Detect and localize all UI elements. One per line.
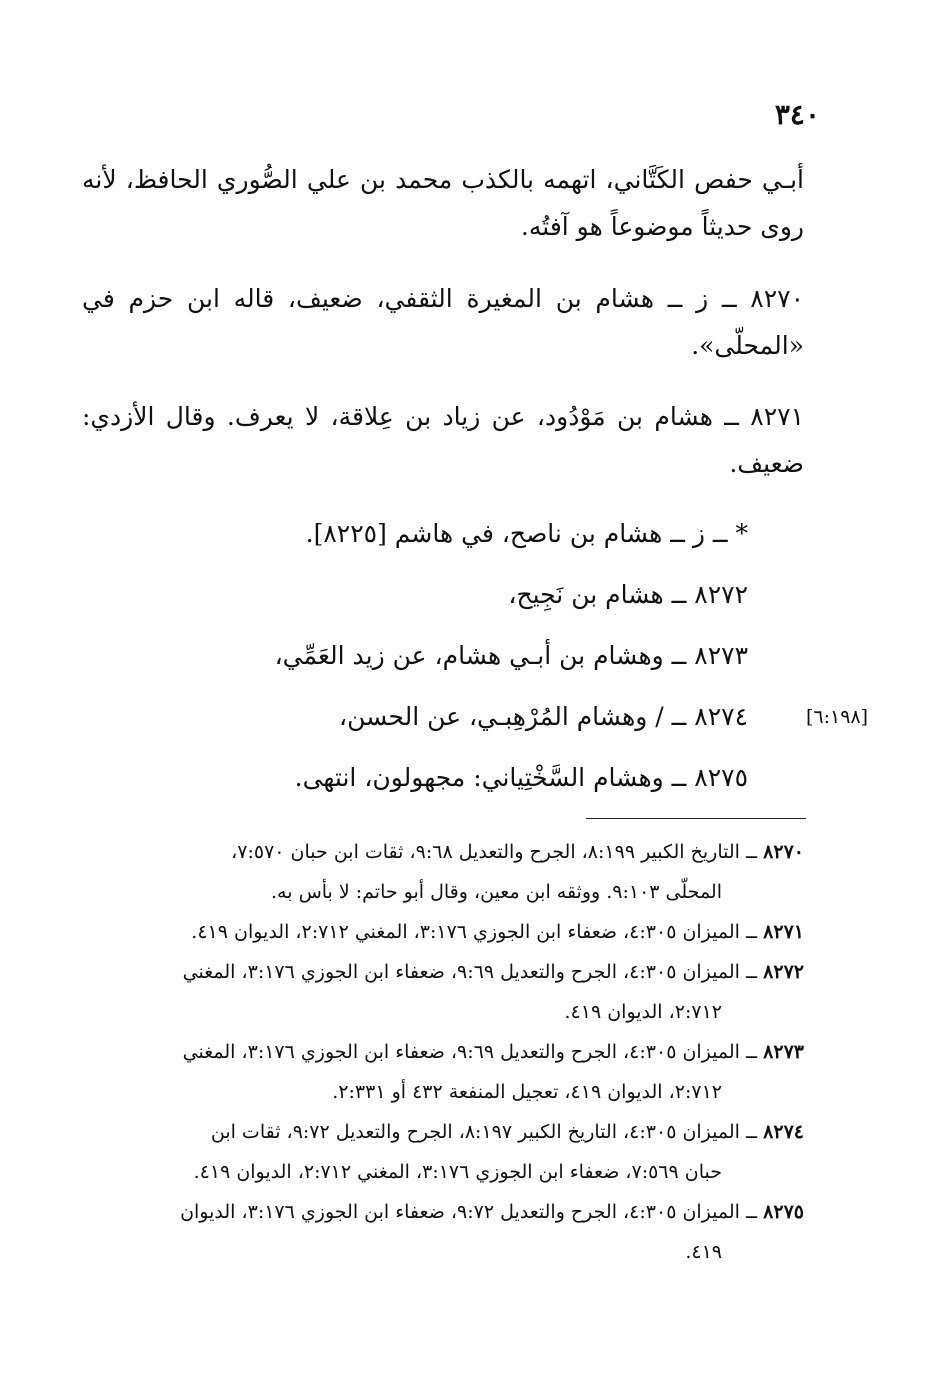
footnote-number: ٨٢٧٠ xyxy=(763,841,804,863)
footnote-continuation: ٢:٧١٢، الديوان ٤١٩، تعجيل المنفعة ٤٣٢ أو ٢:٣٣١. xyxy=(332,1081,722,1103)
entry-8275: ٨٢٧٥ ــ وهشام السَّخْتِياني: مجهولون، انتهى. xyxy=(294,763,748,792)
page-number: ٣٤٠ xyxy=(774,98,820,131)
entry-8272: ٨٢٧٢ ــ هشام بن نَجِيح، xyxy=(508,580,748,609)
footnote-8275 xyxy=(82,1192,804,1272)
footnotes xyxy=(82,832,804,1272)
footnote-number: ٨٢٧٣ xyxy=(763,1041,804,1063)
footnote-text: ــ الميزان ٤:٣٠٥، ضعفاء ابن الجوزي ٣:١٧٦، المغني ٢:٧١٢، الديوان ٤١٩. xyxy=(191,921,758,943)
footnote-number: ٨٢٧٢ xyxy=(763,961,804,983)
footnote-8272 xyxy=(82,952,804,1032)
entry-8270: ٨٢٧٠ ــ ز ــ هشام بن المغيرة الثقفي، ضعيف، قاله ابن حزم في «المحلّى». xyxy=(82,284,804,360)
footnote-text: ــ التاريخ الكبير ٨:١٩٩، الجرح والتعديل ٩:٦٨، ثقات ابن حبان ٧:٥٧٠، xyxy=(231,841,758,863)
footnote-8274 xyxy=(82,1112,804,1192)
footnote-text: ــ الميزان ٤:٣٠٥، التاريخ الكبير ٨:١٩٧، الجرح والتعديل ٩:٧٢، ثقات ابن xyxy=(210,1121,758,1143)
footnote-number: ٨٢٧١ xyxy=(763,921,804,943)
footnote-number: ٨٢٧٥ xyxy=(763,1201,804,1223)
footnote-text: ــ الميزان ٤:٣٠٥، الجرح والتعديل ٩:٦٩، ضعفاء ابن الجوزي ٣:١٧٦، المغني xyxy=(182,961,758,983)
footnote-8270 xyxy=(82,832,804,912)
footnote-number: ٨٢٧٤ xyxy=(763,1121,804,1143)
entry-8273: ٨٢٧٣ ــ وهشام بن أبـي هشام، عن زيد العَمِّي، xyxy=(274,641,748,670)
footnote-continuation: حبان ٧:٥٦٩، ضعفاء ابن الجوزي ٣:١٧٦، المغني ٢:٧١٢، الديوان ٤١٩. xyxy=(193,1161,722,1183)
footnote-continuation: ٤١٩. xyxy=(685,1241,722,1263)
footnote-8273 xyxy=(82,1032,804,1112)
entry-8274: ٨٢٧٤ ــ / وهشام المُرْهِبـي، عن الحسن، xyxy=(339,702,748,731)
footnote-divider xyxy=(586,818,806,819)
footnote-continuation: المحلّى ٩:١٠٣. ووثقه ابن معين، وقال أبو حاتم: لا بأس به. xyxy=(271,881,722,903)
footnote-text: ــ الميزان ٤:٣٠٥، الجرح والتعديل ٩:٦٩، ضعفاء ابن الجوزي ٣:١٧٦، المغني xyxy=(182,1041,758,1063)
margin-reference: [٦:١٩٨] xyxy=(806,706,869,728)
footnote-continuation: ٢:٧١٢، الديوان ٤١٩. xyxy=(564,1001,722,1023)
entry-hisham-bin-nasih: * ــ ز ــ هشام بن ناصح، في هاشم [٨٢٢٥]. xyxy=(305,519,748,548)
entry-8271: ٨٢٧١ ــ هشام بن مَوْدُود، عن زياد بن عِلاقة، لا يعرف. وقال الأزدي: ضعيف. xyxy=(82,402,804,478)
footnote-text: ــ الميزان ٤:٣٠٥، الجرح والتعديل ٩:٧٢، ضعفاء ابن الجوزي ٣:١٧٦، الديوان xyxy=(180,1201,758,1223)
footnote-8271 xyxy=(82,912,804,952)
paragraph-continuation: أبـي حفص الكَتَّاني، اتهمه بالكذب محمد بن علي الصُّوري الحافظ، لأنه روى حديثاً موضوعاً هو آفتُه. xyxy=(82,165,804,241)
